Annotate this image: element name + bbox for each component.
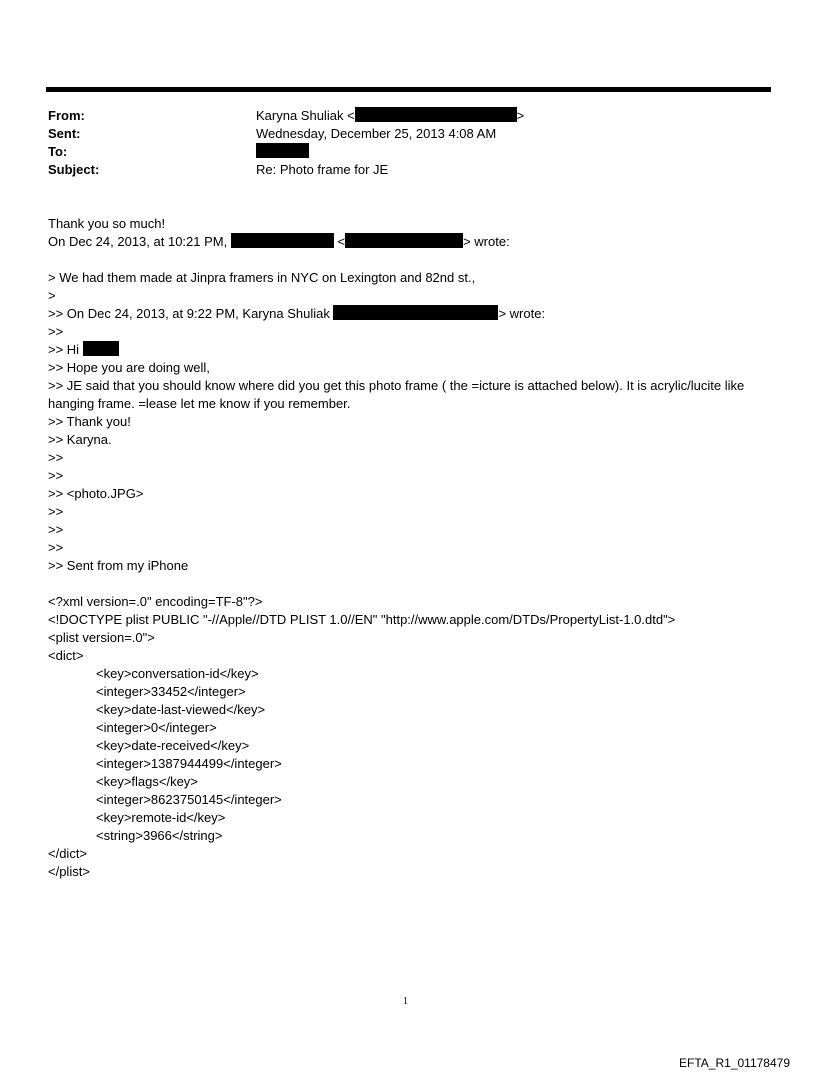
body-line <box>48 233 768 251</box>
redaction-box <box>355 107 517 122</box>
quote-line: >> <box>48 504 64 519</box>
plist-entry: <integer>0</integer> <box>96 720 217 735</box>
redaction-box <box>83 341 119 356</box>
plist-entry: <string>3966</string> <box>96 828 223 843</box>
email-body <box>48 215 768 881</box>
blank-line <box>48 251 768 269</box>
quote-text: >> On Dec 24, 2013, at 9:22 PM, Karyna Shuliak <box>48 306 330 321</box>
to-label: To: <box>48 144 68 159</box>
quote-line: >> Sent from my iPhone <box>48 558 189 573</box>
quote-text: >> Hi <box>48 342 80 357</box>
quote-line: >> JE said that you should know where did you get this photo frame ( the =icture is attached below). It is acrylic/lucite like hanging frame. =lease let me know if you remember. <box>48 378 745 411</box>
quote-line: >> <box>48 324 64 339</box>
quote-suffix: > wrote: <box>498 306 546 321</box>
plist-entry: <key>date-received</key> <box>96 738 250 753</box>
plist-line: </dict> <box>48 846 88 861</box>
plist-entry: <key>date-last-viewed</key> <box>96 702 266 717</box>
body-line: Thank you so much! <box>48 216 166 231</box>
quote-line <box>48 341 768 359</box>
redaction-box <box>333 305 498 320</box>
from-label: From: <box>48 108 85 123</box>
plist-line: <!DOCTYPE plist PUBLIC "-//Apple//DTD PLIST 1.0//EN" "http://www.apple.com/DTDs/PropertyList-1.0.dtd"> <box>48 612 676 627</box>
quote-line: >> Hope you are doing well, <box>48 360 210 375</box>
quote-line: >> Karyna. <box>48 432 112 447</box>
plist-line: <?xml version=.0" encoding=TF-8"?> <box>48 594 263 609</box>
plist-entry: <integer>1387944499</integer> <box>96 756 282 771</box>
on-line-lt: < <box>337 234 346 249</box>
quote-line: >> <box>48 450 64 465</box>
redaction-box <box>231 233 334 248</box>
plist-line: <plist version=.0"> <box>48 630 155 645</box>
plist-entry: <integer>8623750145</integer> <box>96 792 282 807</box>
plist-entry: <key>flags</key> <box>96 774 198 789</box>
redaction-box <box>256 143 309 158</box>
plist-line: </plist> <box>48 864 90 879</box>
quote-line: > <box>48 288 56 303</box>
quote-line: >> Thank you! <box>48 414 131 429</box>
redaction-box <box>345 233 463 248</box>
on-line-suffix: > wrote: <box>463 234 510 249</box>
attachment-ref: >> <photo.JPG> <box>48 486 144 501</box>
to-value <box>256 143 309 161</box>
header-rule <box>46 87 771 92</box>
plist-line: <dict> <box>48 648 84 663</box>
from-close: > <box>516 108 525 123</box>
page-number: 1 <box>403 996 408 1007</box>
sent-label: Sent: <box>48 126 81 141</box>
on-line-text: On Dec 24, 2013, at 10:21 PM, <box>48 234 228 249</box>
from-value <box>256 107 524 125</box>
quote-line: >> <box>48 540 64 555</box>
sent-value: Wednesday, December 25, 2013 4:08 AM <box>256 126 497 141</box>
subject-value: Re: Photo frame for JE <box>256 162 389 177</box>
plist-entry: <key>conversation-id</key> <box>96 666 259 681</box>
subject-label: Subject: <box>48 162 100 177</box>
quote-line: >> <box>48 522 64 537</box>
plist-entry: <key>remote-id</key> <box>96 810 226 825</box>
quote-line: > We had them made at Jinpra framers in NYC on Lexington and 82nd st., <box>48 270 476 285</box>
quote-line: >> <box>48 468 64 483</box>
from-name: Karyna Shuliak < <box>256 108 355 123</box>
quote-line <box>48 305 768 323</box>
blank-line <box>48 575 768 593</box>
bates-number: EFTA_R1_01178479 <box>679 1056 790 1070</box>
plist-entry: <integer>33452</integer> <box>96 684 246 699</box>
